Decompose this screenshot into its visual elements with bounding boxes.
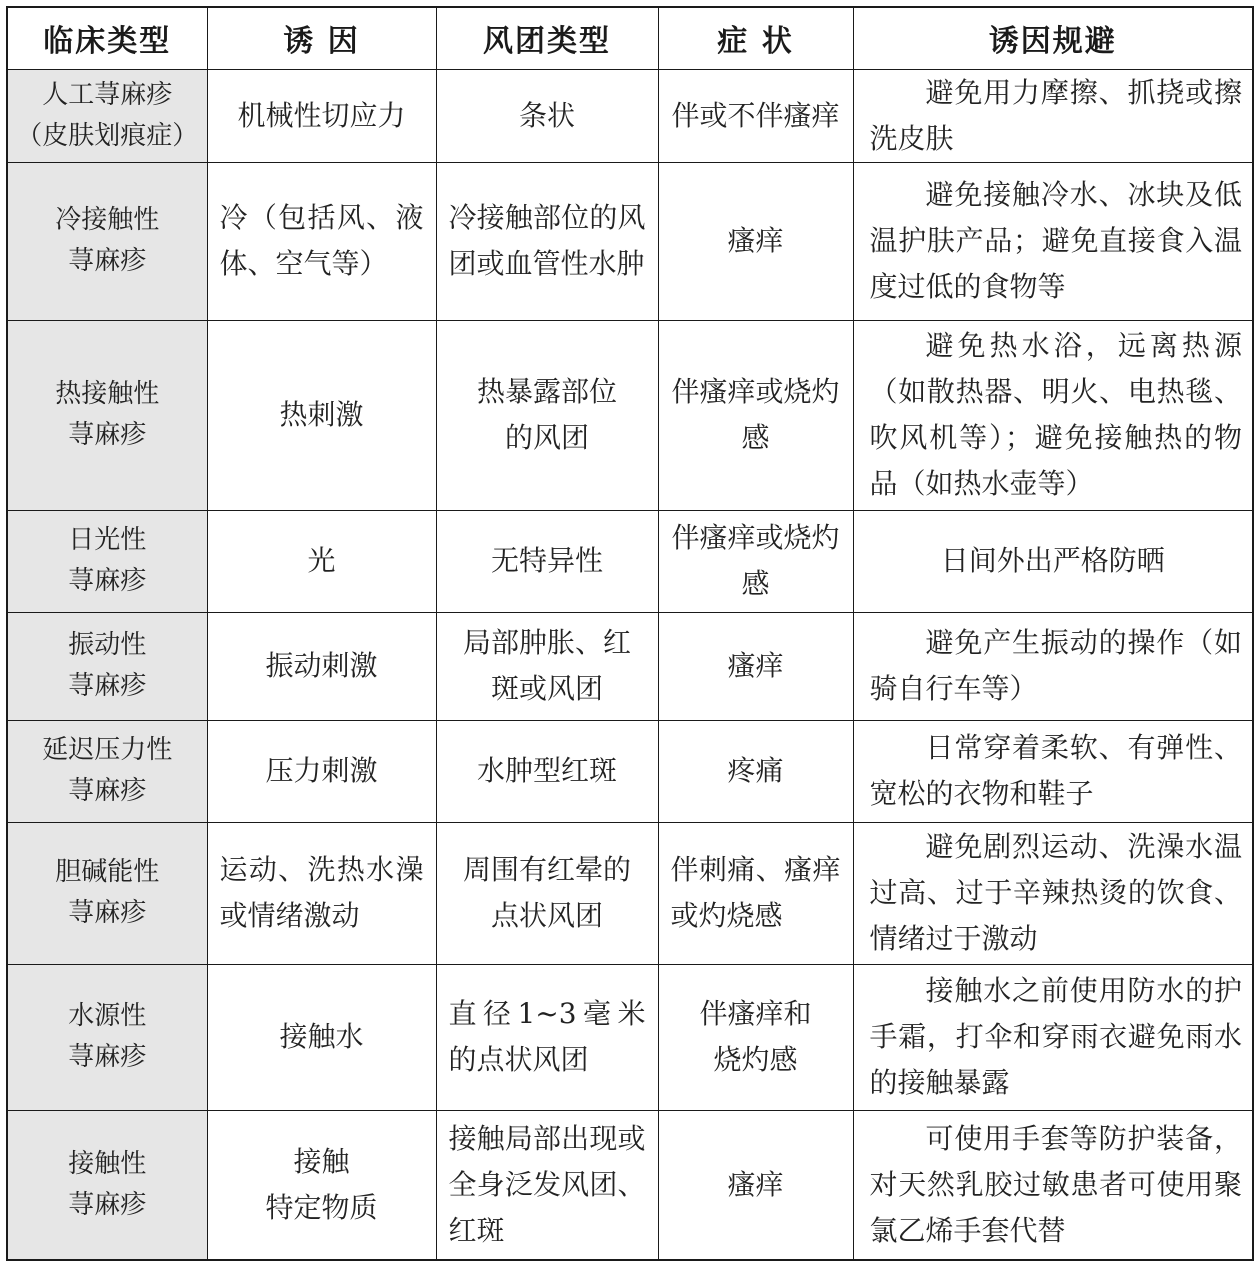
cell-wheal: 直径1~3毫米的点状风团 xyxy=(436,964,658,1110)
cell-cause: 冷（包括风、液体、空气等） xyxy=(207,162,436,320)
cell-type: 接触性 荨麻疹 xyxy=(7,1110,207,1260)
cell-wheal: 冷接触部位的风团或血管性水肿 xyxy=(436,162,658,320)
cell-symptom: 伴瘙痒或烧灼感 xyxy=(658,510,853,612)
cell-wheal: 条状 xyxy=(436,69,658,162)
cell-avoid: 接触水之前使用防水的护手霜，打伞和穿雨衣避免雨水的接触暴露 xyxy=(853,964,1253,1110)
cell-type: 水源性 荨麻疹 xyxy=(7,964,207,1110)
cell-symptom: 伴刺痛、瘙痒或灼烧感 xyxy=(658,822,853,964)
header-type: 临床类型 xyxy=(7,7,207,69)
table-row xyxy=(7,964,1253,1110)
cell-avoid: 避免剧烈运动、洗澡水温过高、过于辛辣热烫的饮食、情绪过于激动 xyxy=(853,822,1253,964)
cell-cause: 运动、洗热水澡或情绪激动 xyxy=(207,822,436,964)
header-symptom: 症 状 xyxy=(658,7,853,69)
cell-avoid: 可使用手套等防护装备，对天然乳胶过敏患者可使用聚氯乙烯手套代替 xyxy=(853,1110,1253,1260)
cell-cause: 光 xyxy=(207,510,436,612)
cell-type: 日光性 荨麻疹 xyxy=(7,510,207,612)
cell-cause: 接触水 xyxy=(207,964,436,1110)
table-row xyxy=(7,320,1253,510)
table-row xyxy=(7,612,1253,720)
header-avoid: 诱因规避 xyxy=(853,7,1253,69)
table-row xyxy=(7,1110,1253,1260)
cell-symptom: 瘙痒 xyxy=(658,612,853,720)
cell-wheal: 局部肿胀、红斑或风团 xyxy=(436,612,658,720)
table-row xyxy=(7,69,1253,162)
header-cause: 诱 因 xyxy=(207,7,436,69)
cell-wheal: 周围有红晕的点状风团 xyxy=(436,822,658,964)
table-row xyxy=(7,162,1253,320)
cell-symptom: 瘙痒 xyxy=(658,162,853,320)
table-row xyxy=(7,822,1253,964)
cell-type: 振动性 荨麻疹 xyxy=(7,612,207,720)
header-wheal: 风团类型 xyxy=(436,7,658,69)
cell-symptom: 瘙痒 xyxy=(658,1110,853,1260)
cell-avoid: 避免热水浴，远离热源（如散热器、明火、电热毯、吹风机等）；避免接触热的物品（如热水壶等） xyxy=(853,320,1253,510)
cell-type: 热接触性 荨麻疹 xyxy=(7,320,207,510)
cell-type: 冷接触性 荨麻疹 xyxy=(7,162,207,320)
cell-symptom: 伴瘙痒和烧灼感 xyxy=(658,964,853,1110)
cell-wheal: 无特异性 xyxy=(436,510,658,612)
cell-avoid: 日常穿着柔软、有弹性、宽松的衣物和鞋子 xyxy=(853,720,1253,822)
cell-wheal: 水肿型红斑 xyxy=(436,720,658,822)
cell-avoid: 日间外出严格防晒 xyxy=(853,510,1253,612)
header-row xyxy=(7,7,1253,69)
cell-wheal: 接触局部出现或全身泛发风团、红斑 xyxy=(436,1110,658,1260)
table-row xyxy=(7,720,1253,822)
cell-type: 胆碱能性 荨麻疹 xyxy=(7,822,207,964)
table-row xyxy=(7,510,1253,612)
urticaria-table xyxy=(6,6,1254,1261)
cell-cause: 压力刺激 xyxy=(207,720,436,822)
cell-type: 延迟压力性 荨麻疹 xyxy=(7,720,207,822)
cell-wheal: 热暴露部位的风团 xyxy=(436,320,658,510)
cell-symptom: 疼痛 xyxy=(658,720,853,822)
cell-type: 人工荨麻疹 （皮肤划痕症） xyxy=(7,69,207,162)
cell-cause: 热刺激 xyxy=(207,320,436,510)
cell-cause: 振动刺激 xyxy=(207,612,436,720)
cell-cause: 机械性切应力 xyxy=(207,69,436,162)
cell-avoid: 避免用力摩擦、抓挠或擦洗皮肤 xyxy=(853,69,1253,162)
cell-symptom: 伴瘙痒或烧灼感 xyxy=(658,320,853,510)
cell-symptom: 伴或不伴瘙痒 xyxy=(658,69,853,162)
cell-avoid: 避免产生振动的操作（如骑自行车等） xyxy=(853,612,1253,720)
cell-avoid: 避免接触冷水、冰块及低温护肤产品；避免直接食入温度过低的食物等 xyxy=(853,162,1253,320)
cell-cause: 接触 特定物质 xyxy=(207,1110,436,1260)
